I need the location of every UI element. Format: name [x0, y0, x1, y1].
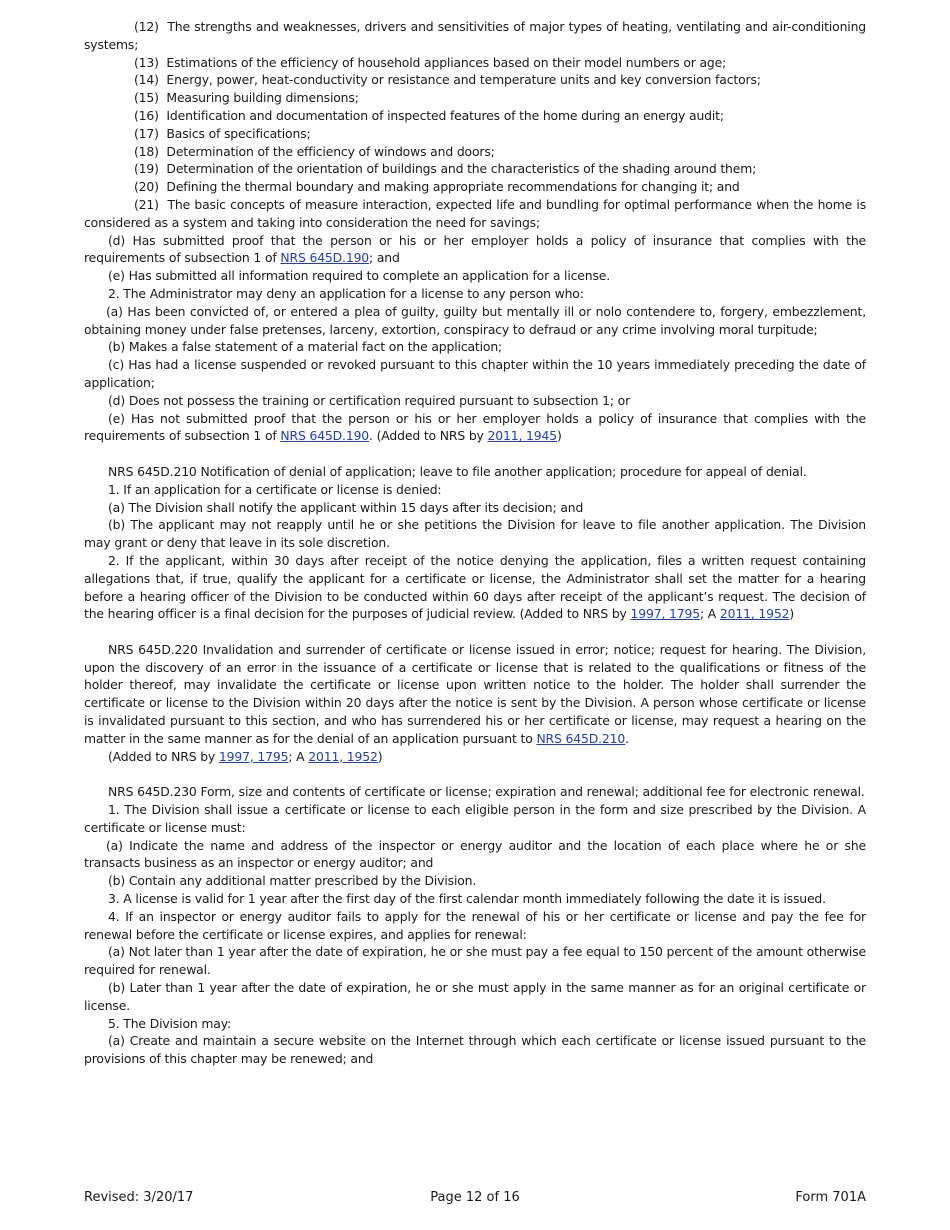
paragraph: 5. The Division may:	[108, 1015, 232, 1031]
paragraph: (a) Not later than 1 year after the date of expiration, he or she must pay a fee equal to 150 percent of the amount otherwise required for renewal.	[84, 944, 866, 978]
paragraph: (b) Later than 1 year after the date of expiration, he or she must apply in the same manner as for an original certificate or license.	[84, 980, 866, 1013]
statutes-2011-1952-link[interactable]: 2011, 1952	[719, 606, 790, 622]
section-paragraph: NRS 645D.220 Invalidation and surrender of certificate or license issued in error; notice; request for hearing. The Division, upon the discovery of an error in the issuance of a certificate or license that is related to the qualifications or fitness of the holder thereof, may invalidate the certificate or license upon written notice to the holder. The holder shall surrender the certificate or license to the Division within 20 days after the notice is sent by the Division. A person whose certificate or license is invalidated pursuant to this section, and who has surrendered his or her certificate or license, may request a hearing on the matter in the same manner as for the denial of an application pursuant to NRS 645D.210.	[84, 641, 867, 746]
paragraph: 4. If an inspector or energy auditor fails to apply for the renewal of his or her certificate or license and pay the fee for renewal before the certificate or license expires, and applies for renewal:	[84, 908, 866, 942]
paragraph: 2. The Administrator may deny an application for a license to any person who:	[108, 285, 584, 301]
paragraph: 3. A license is valid for 1 year after the first day of the first calendar month immediately following the date it is issued.	[108, 891, 826, 907]
paragraph: (e) Has submitted all information required to complete an application for a license.	[108, 268, 611, 284]
statutes-2011-1952-link[interactable]: 2011, 1952	[308, 748, 378, 764]
list-item: (12) The strengths and weaknesses, drivers and sensitivities of major types of heating, ventilating and air-conditioning systems;	[84, 19, 867, 52]
form-number: Form 701A	[795, 1190, 866, 1205]
spacer	[84, 445, 866, 463]
paragraph: (d) Has submitted proof that the person or his or her employer holds a policy of insurance that complies with the requirements of subsection 1 of NRS 645D.190; and	[84, 232, 866, 266]
paragraph: 1. The Division shall issue a certificate or license to each eligible person in the form and size prescribed by the Division. A certificate or license must:	[84, 802, 866, 835]
paragraph: (d) Does not possess the training or certification required pursuant to subsection 1; or	[108, 392, 631, 408]
paragraph: (a) Create and maintain a secure website on the Internet through which each certificate or license issued pursuant to the provisions of this chapter may be renewed; and	[84, 1033, 866, 1067]
page-footer	[84, 1189, 866, 1207]
list-item: (14) Energy, power, heat-conductivity or resistance and temperature units and key conversion factors;	[134, 72, 761, 88]
paragraph: (e) Has not submitted proof that the person or his or her employer holds a policy of insurance that complies with the requirements of subsection 1 of NRS 645D.190. (Added to NRS by 2011, 1945)	[84, 410, 866, 444]
list-item: (18) Determination of the efficiency of windows and doors;	[134, 143, 495, 159]
list-item: (17) Basics of specifications;	[134, 125, 311, 141]
section-heading: NRS 645D.210 Notification of denial of application; leave to file another application; procedure for appeal of denial.	[108, 463, 807, 479]
paragraph: (b) Makes a false statement of a material fact on the application;	[108, 339, 503, 355]
list-item: (15) Measuring building dimensions;	[134, 90, 359, 106]
list-item: (16) Identification and documentation of inspected features of the home during an energy audit;	[134, 107, 724, 123]
list-item: (21) The basic concepts of measure interaction, expected life and bundling for optimal performance when the home is considered as a system and taking into consideration the need for savings;	[84, 196, 866, 230]
paragraph: 2. If the applicant, within 30 days after receipt of the notice denying the application, files a written request containing allegations that, if true, qualify the applicant for a certificate or license, the Administrator shall set the matter for a hearing before a hearing officer of the Division to be conducted within 60 days after receipt of the applicant’s request. The decision of the hearing officer is a final decision for the purposes of judicial review. (Added to NRS by 1997, 1795; A 2011, 1952)	[84, 552, 866, 622]
paragraph: (c) Has had a license suspended or revoked pursuant to this chapter within the 10 years immediately preceding the date of application;	[84, 357, 866, 390]
document-page	[84, 0, 866, 1230]
revised-date: Revised: 3/20/17	[84, 1190, 194, 1205]
section-heading: NRS 645D.220 Invalidation and surrender of certificate or license issued in error; notice; request for hearing.	[108, 641, 783, 657]
spacer	[84, 765, 866, 783]
page-number: Page 12 of 16	[430, 1190, 520, 1205]
paragraph: (b) Contain any additional matter prescribed by the Division.	[108, 873, 477, 889]
list-item: (13) Estimations of the efficiency of household appliances based on their model numbers or age;	[134, 54, 727, 70]
paragraph: (a) The Division shall notify the applicant within 15 days after its decision; and	[108, 499, 584, 515]
paragraph: (Added to NRS by 1997, 1795; A 2011, 1952)	[108, 748, 383, 764]
section-heading: NRS 645D.230 Form, size and contents of certificate or license; expiration and renewal; additional fee for electronic renewal.	[108, 784, 865, 800]
paragraph: (a) Has been convicted of, or entered a plea of guilty, guilty but mentally ill or nolo contendere to, forgery, embezzlement, obtaining money under false pretenses, larceny, extortion, conspiracy to defraud or any crime involving moral turpitude;	[84, 303, 866, 337]
list-item: (20) Defining the thermal boundary and making appropriate recommendations for changing it; and	[134, 179, 740, 195]
paragraph: (b) The applicant may not reapply until he or she petitions the Division for leave to file another application. The Division may grant or deny that leave in its sole discretion.	[84, 517, 866, 551]
nrs-645d-190-link[interactable]: NRS 645D.190	[280, 250, 370, 266]
statutes-1997-1795-link[interactable]: 1997, 1795	[218, 748, 289, 764]
statutes-2011-1945-link[interactable]: 2011, 1945	[487, 428, 557, 444]
document-body	[84, 18, 866, 1068]
spacer	[84, 623, 866, 641]
nrs-645d-190-link[interactable]: NRS 645D.190	[280, 428, 370, 444]
paragraph: 1. If an application for a certificate or license is denied:	[108, 481, 442, 497]
nrs-645d-210-link[interactable]: NRS 645D.210	[536, 730, 626, 746]
statutes-1997-1795-link[interactable]: 1997, 1795	[630, 606, 700, 622]
list-item: (19) Determination of the orientation of buildings and the characteristics of the shading around them;	[134, 161, 757, 177]
paragraph: (a) Indicate the name and address of the inspector or energy auditor and the location of each place where he or she transacts business as an inspector or energy auditor; and	[84, 837, 866, 871]
